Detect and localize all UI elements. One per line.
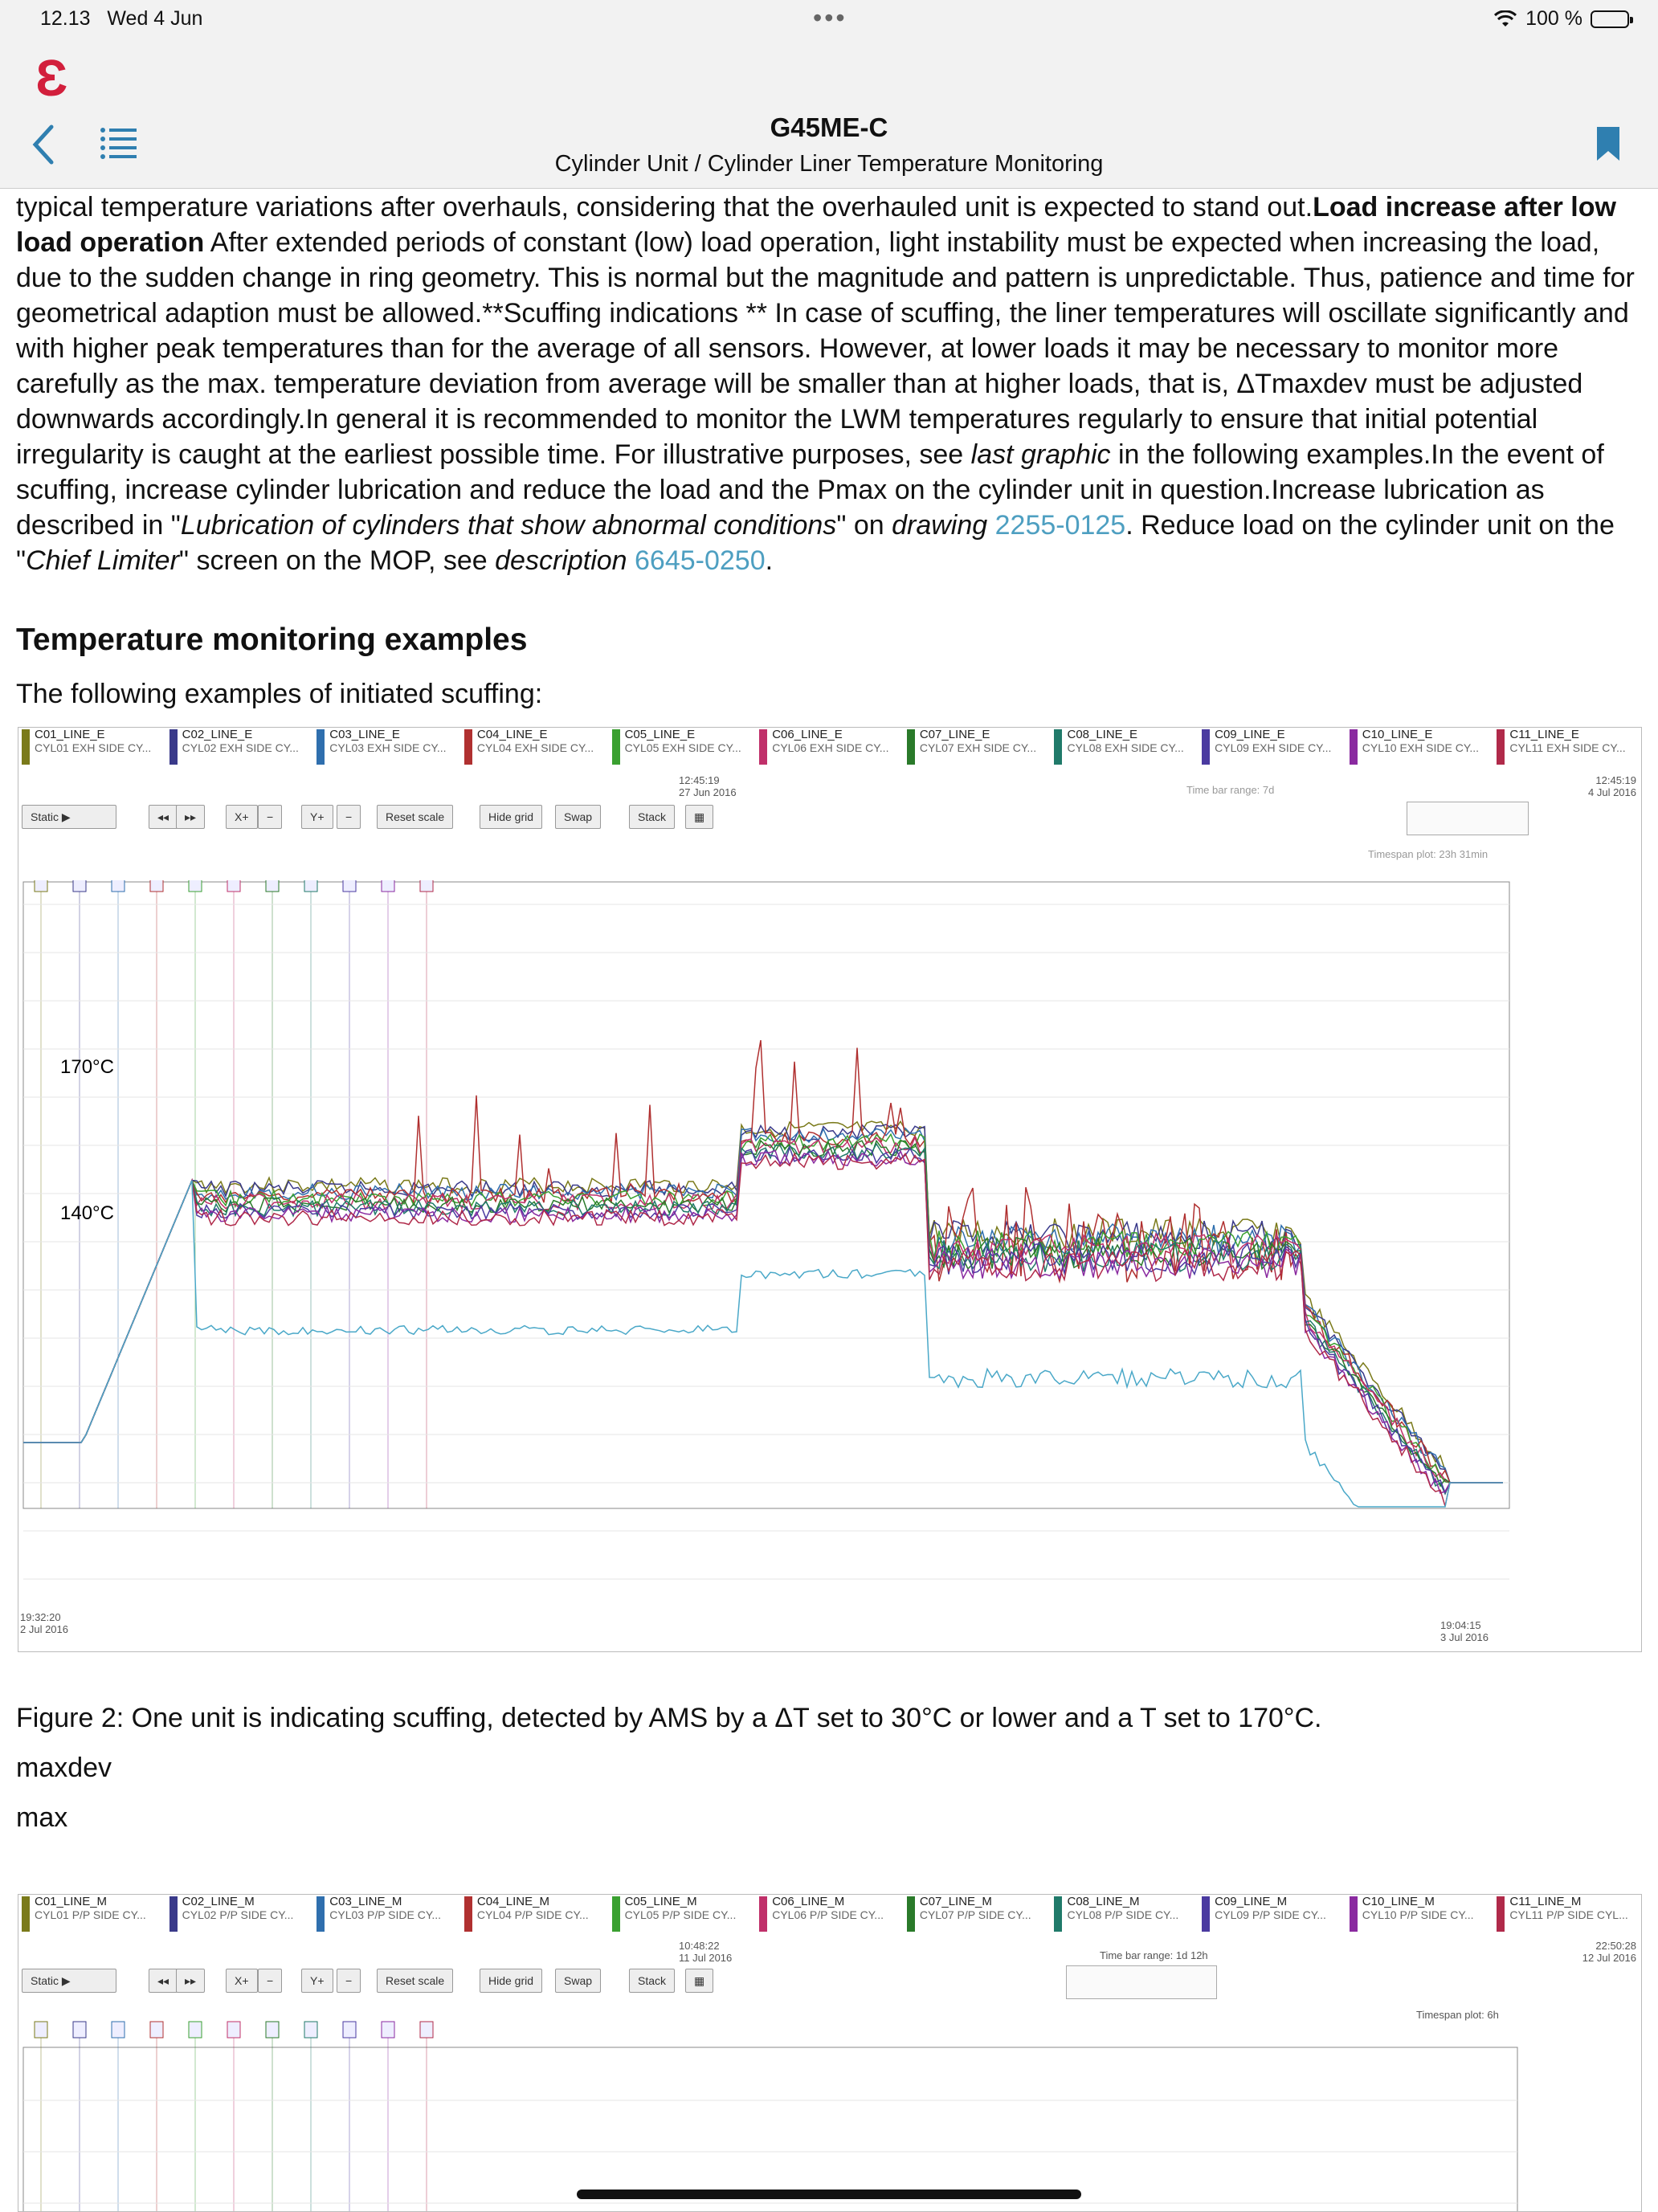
temperature-plot-2: [18, 2015, 1641, 2212]
intro-text: The following examples of initiated scuffing:: [16, 679, 543, 709]
hide-grid-button[interactable]: Hide grid: [480, 805, 542, 829]
axis-marker: [266, 880, 279, 892]
channel-color-swatch: [759, 729, 767, 765]
x-end-label: 19:04:15 3 Jul 2016: [1440, 1619, 1489, 1643]
swap-button-2[interactable]: Swap: [555, 1969, 601, 1993]
channel-color-swatch: [1497, 1896, 1505, 1932]
channel-desc: CYL07 EXH SIDE CY...: [919, 741, 1037, 754]
channel-name: C05_LINE_M: [624, 1895, 697, 1908]
reset-scale-button-2[interactable]: Reset scale: [377, 1969, 453, 1993]
axis-marker-2: [420, 2022, 433, 2038]
maxdev-label: maxdev: [16, 1753, 112, 1783]
breadcrumb: Cylinder Unit / Cylinder Liner Temperature Monitoring: [554, 151, 1104, 177]
y-zoom-out-button-2[interactable]: −: [337, 1969, 361, 1993]
channel-desc: CYL02 EXH SIDE CY...: [182, 741, 299, 754]
axis-marker-2: [266, 2022, 279, 2038]
calendar-icon[interactable]: ▦: [685, 805, 713, 829]
channel-color-swatch: [612, 1896, 620, 1932]
axis-marker: [35, 880, 47, 892]
channel-desc: CYL02 P/P SIDE CY...: [182, 1908, 294, 1921]
channel-desc: CYL06 P/P SIDE CY...: [772, 1908, 884, 1921]
channel-tab[interactable]: [166, 1895, 314, 1935]
max-label: max: [16, 1802, 68, 1833]
channel-tab[interactable]: [1346, 728, 1494, 768]
channel-name: C06_LINE_E: [772, 728, 843, 741]
end-timestamp: 12:45:19 4 Jul 2016: [1588, 774, 1636, 798]
channel-desc: CYL01 EXH SIDE CY...: [35, 741, 152, 754]
axis-marker-2: [150, 2022, 163, 2038]
channel-tab[interactable]: [609, 1895, 757, 1935]
axis-marker-2: [304, 2022, 317, 2038]
channel-desc: CYL06 EXH SIDE CY...: [772, 741, 889, 754]
channel-name: C07_LINE_M: [919, 1895, 992, 1908]
channel-color-swatch: [22, 1896, 30, 1932]
axis-marker: [73, 880, 86, 892]
channel-tab[interactable]: [461, 1895, 609, 1935]
y-zoom-in-button-2[interactable]: Y+: [301, 1969, 333, 1993]
axis-marker: [112, 880, 125, 892]
x-zoom-in-button-2[interactable]: X+: [226, 1969, 258, 1993]
chart-toolbar-2: [18, 1962, 1641, 1999]
figure-1-screenshot[interactable]: [18, 727, 1642, 1652]
axis-marker: [382, 880, 394, 892]
multitask-dots-icon[interactable]: •••: [813, 3, 847, 32]
article-body: [16, 190, 1647, 578]
channel-tab[interactable]: [1346, 1895, 1494, 1935]
range-label: Time bar range: 7d: [1186, 784, 1275, 796]
channel-tab[interactable]: [18, 728, 166, 768]
axis-marker: [227, 880, 240, 892]
battery-icon: [1591, 10, 1629, 28]
stack-button-2[interactable]: Stack: [629, 1969, 675, 1993]
channel-tab[interactable]: [1051, 1895, 1199, 1935]
channel-color-swatch: [464, 1896, 472, 1932]
channel-desc: CYL03 P/P SIDE CY...: [329, 1908, 442, 1921]
home-indicator[interactable]: [577, 2190, 1081, 2199]
wifi-icon: [1493, 10, 1517, 28]
channel-tab[interactable]: [904, 1895, 1052, 1935]
channel-name: C01_LINE_E: [35, 728, 105, 741]
app-header: [0, 39, 1658, 189]
swap-button[interactable]: Swap: [555, 805, 601, 829]
channel-tab[interactable]: [166, 728, 314, 768]
channel-name: C08_LINE_M: [1067, 1895, 1140, 1908]
channel-name: C09_LINE_M: [1215, 1895, 1288, 1908]
mode-select[interactable]: Static ▶: [22, 805, 116, 829]
x-zoom-in-button[interactable]: X+: [226, 805, 258, 829]
label-140: 140°C: [60, 1202, 114, 1224]
channel-name: C06_LINE_M: [772, 1895, 845, 1908]
channel-name: C11_LINE_E: [1509, 728, 1579, 741]
channel-desc: CYL10 P/P SIDE CY...: [1362, 1908, 1474, 1921]
bookmark-icon[interactable]: [1595, 125, 1621, 162]
x-zoom-out-button[interactable]: −: [258, 805, 282, 829]
axis-marker: [343, 880, 356, 892]
channel-color-swatch: [1202, 1896, 1210, 1932]
description-link[interactable]: 6645-0250: [635, 545, 766, 576]
overview-window-2[interactable]: [1066, 1965, 1217, 1999]
channel-color-swatch: [169, 729, 178, 765]
hide-grid-button-2[interactable]: Hide grid: [480, 1969, 542, 1993]
channel-desc: CYL10 EXH SIDE CY...: [1362, 741, 1480, 754]
channel-tab[interactable]: [1051, 728, 1199, 768]
timespan-label: Timespan plot: 23h 31min: [1368, 848, 1489, 860]
axis-marker-2: [382, 2022, 394, 2038]
channel-name: C04_LINE_M: [476, 1895, 549, 1908]
channel-tab[interactable]: [313, 728, 461, 768]
channel-desc: CYL08 EXH SIDE CY...: [1067, 741, 1184, 754]
channel-color-swatch: [169, 1896, 178, 1932]
forward-button-2[interactable]: ▸▸: [176, 1969, 205, 1993]
y-zoom-out-button[interactable]: −: [337, 805, 361, 829]
channel-color-swatch: [1497, 729, 1505, 765]
status-time: 12.13 Wed 4 Jun: [40, 7, 203, 30]
rewind-button[interactable]: ◂◂: [149, 805, 178, 829]
channel-tab[interactable]: [313, 1895, 461, 1935]
figure-2-screenshot[interactable]: [18, 1894, 1642, 2212]
channel-color-swatch: [759, 1896, 767, 1932]
calendar-icon-2[interactable]: ▦: [685, 1969, 713, 1993]
channel-desc: CYL01 P/P SIDE CY...: [35, 1908, 146, 1921]
channel-name: C03_LINE_M: [329, 1895, 402, 1908]
page-title: G45ME-C: [770, 112, 888, 142]
axis-marker: [150, 880, 163, 892]
channel-color-swatch: [22, 729, 30, 765]
channel-tab[interactable]: [461, 728, 609, 768]
axis-marker-2: [73, 2022, 86, 2038]
axis-marker-2: [343, 2022, 356, 2038]
channel-color-swatch: [316, 729, 325, 765]
status-bar: [0, 0, 1658, 39]
battery-percent: 100 %: [1525, 7, 1582, 30]
drawing-link[interactable]: 2255-0125: [994, 510, 1126, 541]
channel-tab[interactable]: [1199, 728, 1346, 768]
channel-color-swatch: [464, 729, 472, 765]
channel-desc: CYL05 EXH SIDE CY...: [624, 741, 741, 754]
channel-name: C02_LINE_E: [182, 728, 253, 741]
channel-color-swatch: [1202, 729, 1210, 765]
channel-desc: CYL09 EXH SIDE CY...: [1215, 741, 1332, 754]
channel-tab[interactable]: [1493, 1895, 1641, 1935]
rewind-button-2[interactable]: ◂◂: [149, 1969, 178, 1993]
end-timestamp-2: 22:50:28 12 Jul 2016: [1582, 1940, 1636, 1964]
channel-name: C09_LINE_E: [1215, 728, 1285, 741]
channel-desc: CYL11 P/P SIDE CYL...: [1509, 1908, 1628, 1921]
status-right: [1493, 7, 1629, 31]
channel-desc: CYL07 P/P SIDE CY...: [919, 1908, 1031, 1921]
axis-marker-2: [112, 2022, 125, 2038]
x-zoom-out-button-2[interactable]: −: [258, 1969, 282, 1993]
channel-desc: CYL05 P/P SIDE CY...: [624, 1908, 737, 1921]
channel-name: C10_LINE_E: [1362, 728, 1433, 741]
channel-tab[interactable]: [18, 1895, 166, 1935]
chart-toolbar: [18, 798, 1641, 835]
channel-name: C02_LINE_M: [182, 1895, 255, 1908]
forward-button[interactable]: ▸▸: [176, 805, 205, 829]
channel-color-swatch: [1350, 729, 1358, 765]
channel-color-swatch: [1054, 729, 1062, 765]
x-start-label: 19:32:20 2 Jul 2016: [20, 1611, 68, 1635]
body-paragraph: typical temperature variations after overhauls, considering that the overhauled unit is expected to stand out.Load increase after low load operation After extended periods of constant (low) load operation, light instability must be expected when increasing the load, due to the sudden change in ring geometry. This is normal but the magnitude and pattern is unpredictable. Thus, patience and time for geometrical adaption must be allowed.**Scuffing indications ** In case of scuffing, the liner temperatures will oscillate significantly and with higher peak temperatures than for the average of all sensors. However, at lower loads it may be necessary to monitor more carefully as the max. temperature deviation from average will be smaller than at higher loads, that is, ΔTmaxdev must be adjusted downwards accordingly.In general it is recommended to monitor the LWM temperatures regularly to ensure that initial potential irregularity is caught at the earliest possible time. For illustrative purposes, see last graphic in the following examples.In the event of scuffing, increase cylinder lubrication and reduce the load and the Pmax on the cylinder unit in question.Increase lubrication as described in "Lubrication of cylinders that show abnormal conditions" on drawing 2255-0125. Reduce load on the cylinder unit on the "Chief Limiter" screen on the MOP, see description 6645-0250.: [16, 192, 1635, 576]
channel-color-swatch: [907, 1896, 915, 1932]
channel-tab[interactable]: [756, 728, 904, 768]
channel-name: C04_LINE_E: [476, 728, 548, 741]
axis-marker-2: [35, 2022, 47, 2038]
channel-name: C03_LINE_E: [329, 728, 400, 741]
axis-marker: [304, 880, 317, 892]
reset-scale-button[interactable]: Reset scale: [377, 805, 453, 829]
stack-button[interactable]: Stack: [629, 805, 675, 829]
channel-tab[interactable]: [756, 1895, 904, 1935]
axis-marker: [189, 880, 202, 892]
channel-color-swatch: [316, 1896, 325, 1932]
overview-window[interactable]: [1407, 802, 1529, 835]
mode-select-2[interactable]: Static ▶: [22, 1969, 116, 1993]
channel-tab[interactable]: [904, 728, 1052, 768]
channel-tab[interactable]: [1493, 728, 1641, 768]
channel-desc: CYL04 P/P SIDE CY...: [476, 1908, 589, 1921]
axis-marker-2: [189, 2022, 202, 2038]
channel-tab[interactable]: [609, 728, 757, 768]
channel-name: C08_LINE_E: [1067, 728, 1138, 741]
channel-color-swatch: [1350, 1896, 1358, 1932]
axis-marker: [420, 880, 433, 892]
temperature-plot: [18, 880, 1641, 1587]
channel-name: C11_LINE_M: [1509, 1895, 1582, 1908]
channel-desc: CYL09 P/P SIDE CY...: [1215, 1908, 1326, 1921]
section-heading: Temperature monitoring examples: [16, 622, 528, 657]
axis-marker-2: [227, 2022, 240, 2038]
channel-name: C07_LINE_E: [919, 728, 990, 741]
channel-tab[interactable]: [1199, 1895, 1346, 1935]
range-label-2: Time bar range: 1d 12h: [1100, 1949, 1208, 1961]
channel-desc: CYL03 EXH SIDE CY...: [329, 741, 447, 754]
channel-color-swatch: [612, 729, 620, 765]
channel-name: C01_LINE_M: [35, 1895, 108, 1908]
start-timestamp-2: 10:48:22 11 Jul 2016: [679, 1940, 733, 1964]
brand-logo: Ɛ: [35, 49, 68, 107]
channel-name: C05_LINE_E: [624, 728, 696, 741]
channel-desc: CYL04 EXH SIDE CY...: [476, 741, 594, 754]
label-170: 170°C: [60, 1056, 114, 1078]
figure-caption: Figure 2: One unit is indicating scuffing, detected by AMS by a ΔT set to 30°C or lower and a T set to 170°C.: [16, 1703, 1322, 1733]
channel-legend: [18, 728, 1641, 768]
plot-frame-2: [23, 2047, 1517, 2212]
channel-name: C10_LINE_M: [1362, 1895, 1435, 1908]
channel-color-swatch: [907, 729, 915, 765]
channel-desc: CYL08 P/P SIDE CY...: [1067, 1908, 1179, 1921]
start-timestamp: 12:45:19 27 Jun 2016: [679, 774, 737, 798]
channel-legend-2: [18, 1895, 1641, 1935]
channel-desc: CYL11 EXH SIDE CY...: [1509, 741, 1626, 754]
y-zoom-in-button[interactable]: Y+: [301, 805, 333, 829]
timespan-label-2: Timespan plot: 6h: [1416, 2009, 1499, 2021]
channel-color-swatch: [1054, 1896, 1062, 1932]
